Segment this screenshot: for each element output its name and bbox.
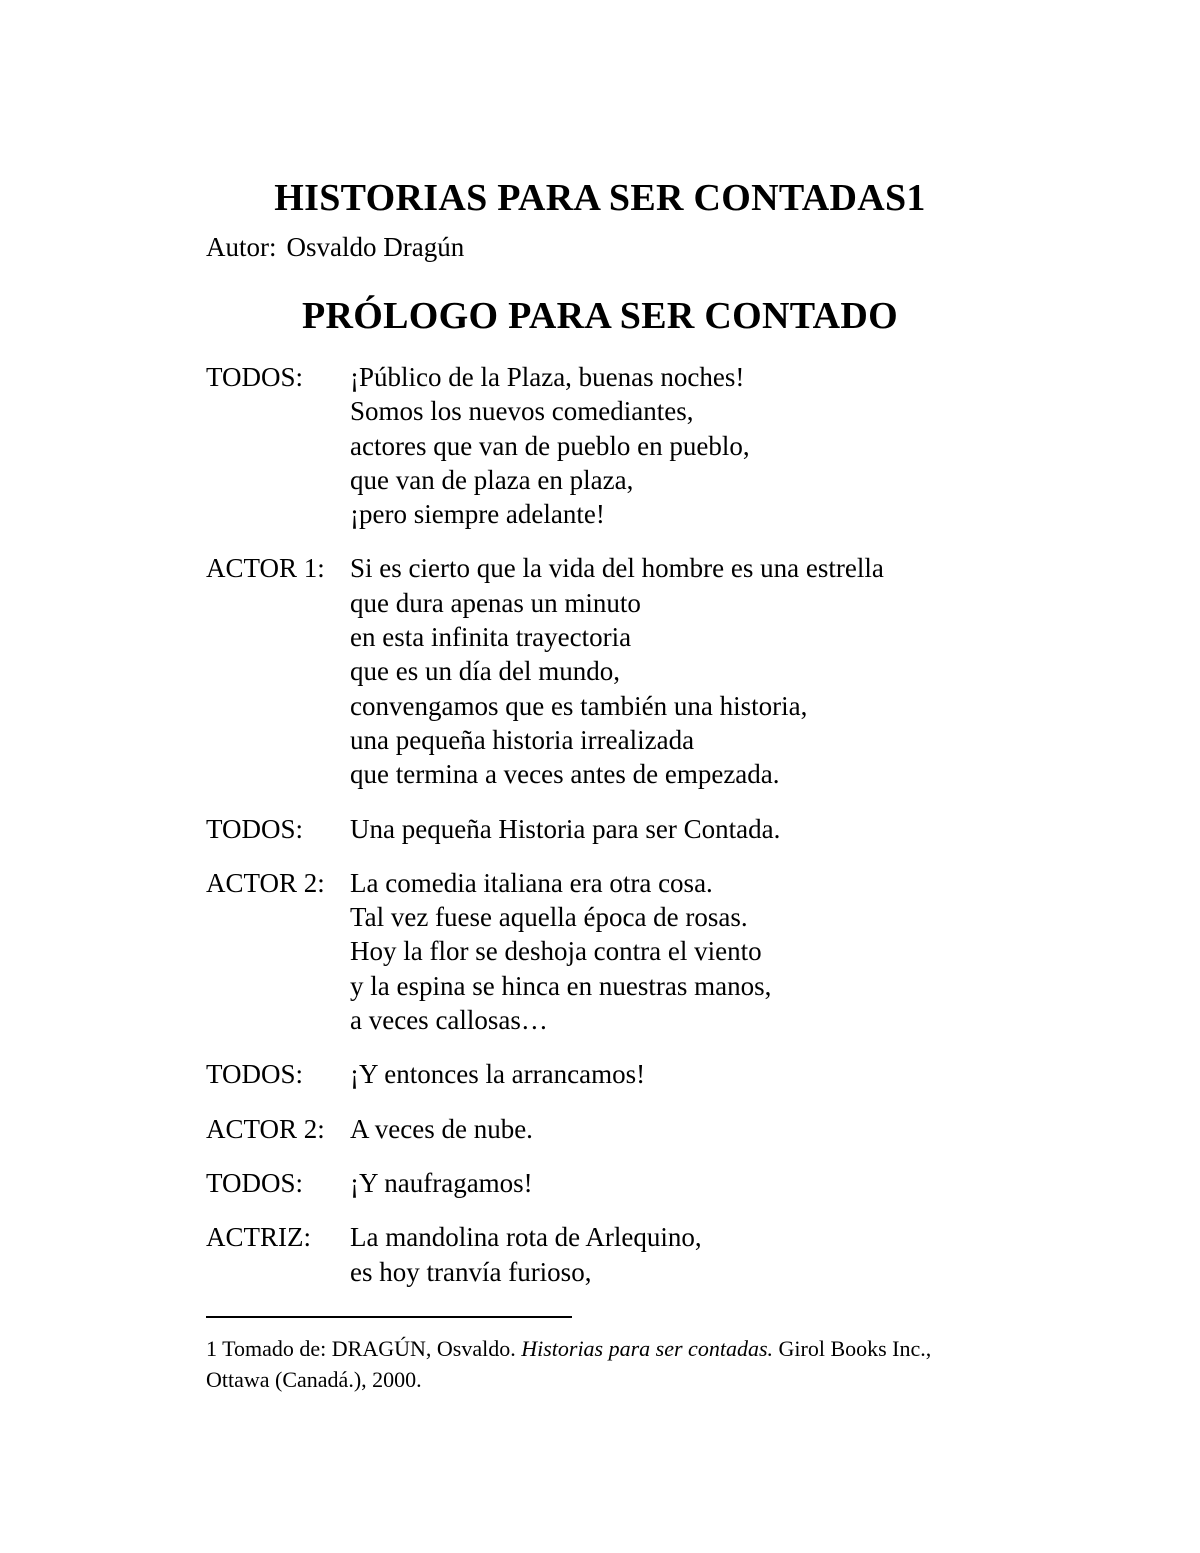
speaker-name: ACTOR 1: [206, 553, 325, 584]
footnote [206, 1333, 1026, 1395]
dialogue-line: que termina a veces antes de empezada. [350, 759, 780, 790]
dialogue-line: Somos los nuevos comediantes, [350, 396, 694, 427]
dialogue-line: convengamos que es también una historia, [350, 690, 808, 721]
dialogue-lines [350, 866, 1026, 1037]
dialogue-line: una pequeña historia irrealizada [350, 724, 695, 755]
dialogue-line: actores que van de pueblo en pueblo, [350, 430, 750, 461]
speaker-name: TODOS: [206, 1059, 304, 1090]
speaker-name: ACTOR 2: [206, 867, 325, 898]
dialogue-line: Hoy la flor se deshoja contra el viento [350, 936, 762, 967]
dialogue-lines [350, 551, 1026, 791]
dialogue-block [206, 1220, 1026, 1289]
dialogue-line: ¡Y entonces la arrancamos! [350, 1059, 646, 1090]
dialogue-line: que van de plaza en plaza, [350, 464, 634, 495]
footnote-book-title: Historias para ser contadas. [521, 1336, 773, 1361]
dialogue-line: en esta infinita trayectoria [350, 622, 632, 653]
speaker-name: ACTOR 2: [206, 1113, 325, 1144]
dialogue-block [206, 551, 1026, 791]
author-label: Autor: [206, 232, 277, 262]
author-line [206, 229, 464, 265]
footnote-suffix: Girol Books Inc., [773, 1336, 932, 1361]
dialogue-lines [350, 1220, 1026, 1289]
dialogue-lines [350, 812, 1026, 846]
dialogue-script [206, 360, 1026, 1309]
dialogue-line: es hoy tranvía furioso, [350, 1256, 592, 1287]
speaker-name: TODOS: [206, 362, 304, 392]
document-title: HISTORIAS PARA SER CONTADAS1 [274, 177, 926, 219]
author-name: Osvaldo Dragún [286, 232, 465, 262]
section-title: PRÓLOGO PARA SER CONTADO [302, 295, 898, 337]
dialogue-block [206, 360, 1026, 531]
dialogue-line: ¡Y naufragamos! [350, 1167, 533, 1198]
dialogue-lines [350, 1057, 1026, 1091]
speaker-name: TODOS: [206, 1167, 304, 1198]
dialogue-block [206, 1166, 1026, 1200]
footnote-line2: Ottawa (Canadá.), 2000. [206, 1367, 422, 1392]
speaker-name: TODOS: [206, 813, 304, 844]
dialogue-line: La comedia italiana era otra cosa. [350, 867, 713, 898]
dialogue-line: y la espina se hinca en nuestras manos, [350, 970, 772, 1001]
dialogue-block [206, 866, 1026, 1037]
dialogue-line: Si es cierto que la vida del hombre es una estrella [350, 553, 884, 584]
dialogue-line: ¡pero siempre adelante! [350, 499, 605, 530]
dialogue-block [206, 1057, 1026, 1091]
dialogue-line: Una pequeña Historia para ser Contada. [350, 813, 781, 844]
dialogue-block [206, 812, 1026, 846]
dialogue-line: La mandolina rota de Arlequino, [350, 1222, 702, 1253]
dialogue-lines [350, 1112, 1026, 1146]
speaker-name: ACTRIZ: [206, 1222, 311, 1253]
dialogue-line: que es un día del mundo, [350, 656, 620, 687]
dialogue-lines [350, 360, 1026, 531]
dialogue-line: a veces callosas… [350, 1005, 548, 1036]
dialogue-line: que dura apenas un minuto [350, 587, 641, 618]
dialogue-line: Tal vez fuese aquella época de rosas. [350, 902, 748, 933]
dialogue-line: A veces de nube. [350, 1113, 533, 1144]
dialogue-line: ¡Público de la Plaza, buenas noches! [350, 362, 745, 392]
footnote-prefix: 1 Tomado de: DRAGÚN, Osvaldo. [206, 1336, 522, 1361]
dialogue-block [206, 1112, 1026, 1146]
footnote-separator [206, 1316, 572, 1318]
dialogue-lines [350, 1166, 1026, 1200]
